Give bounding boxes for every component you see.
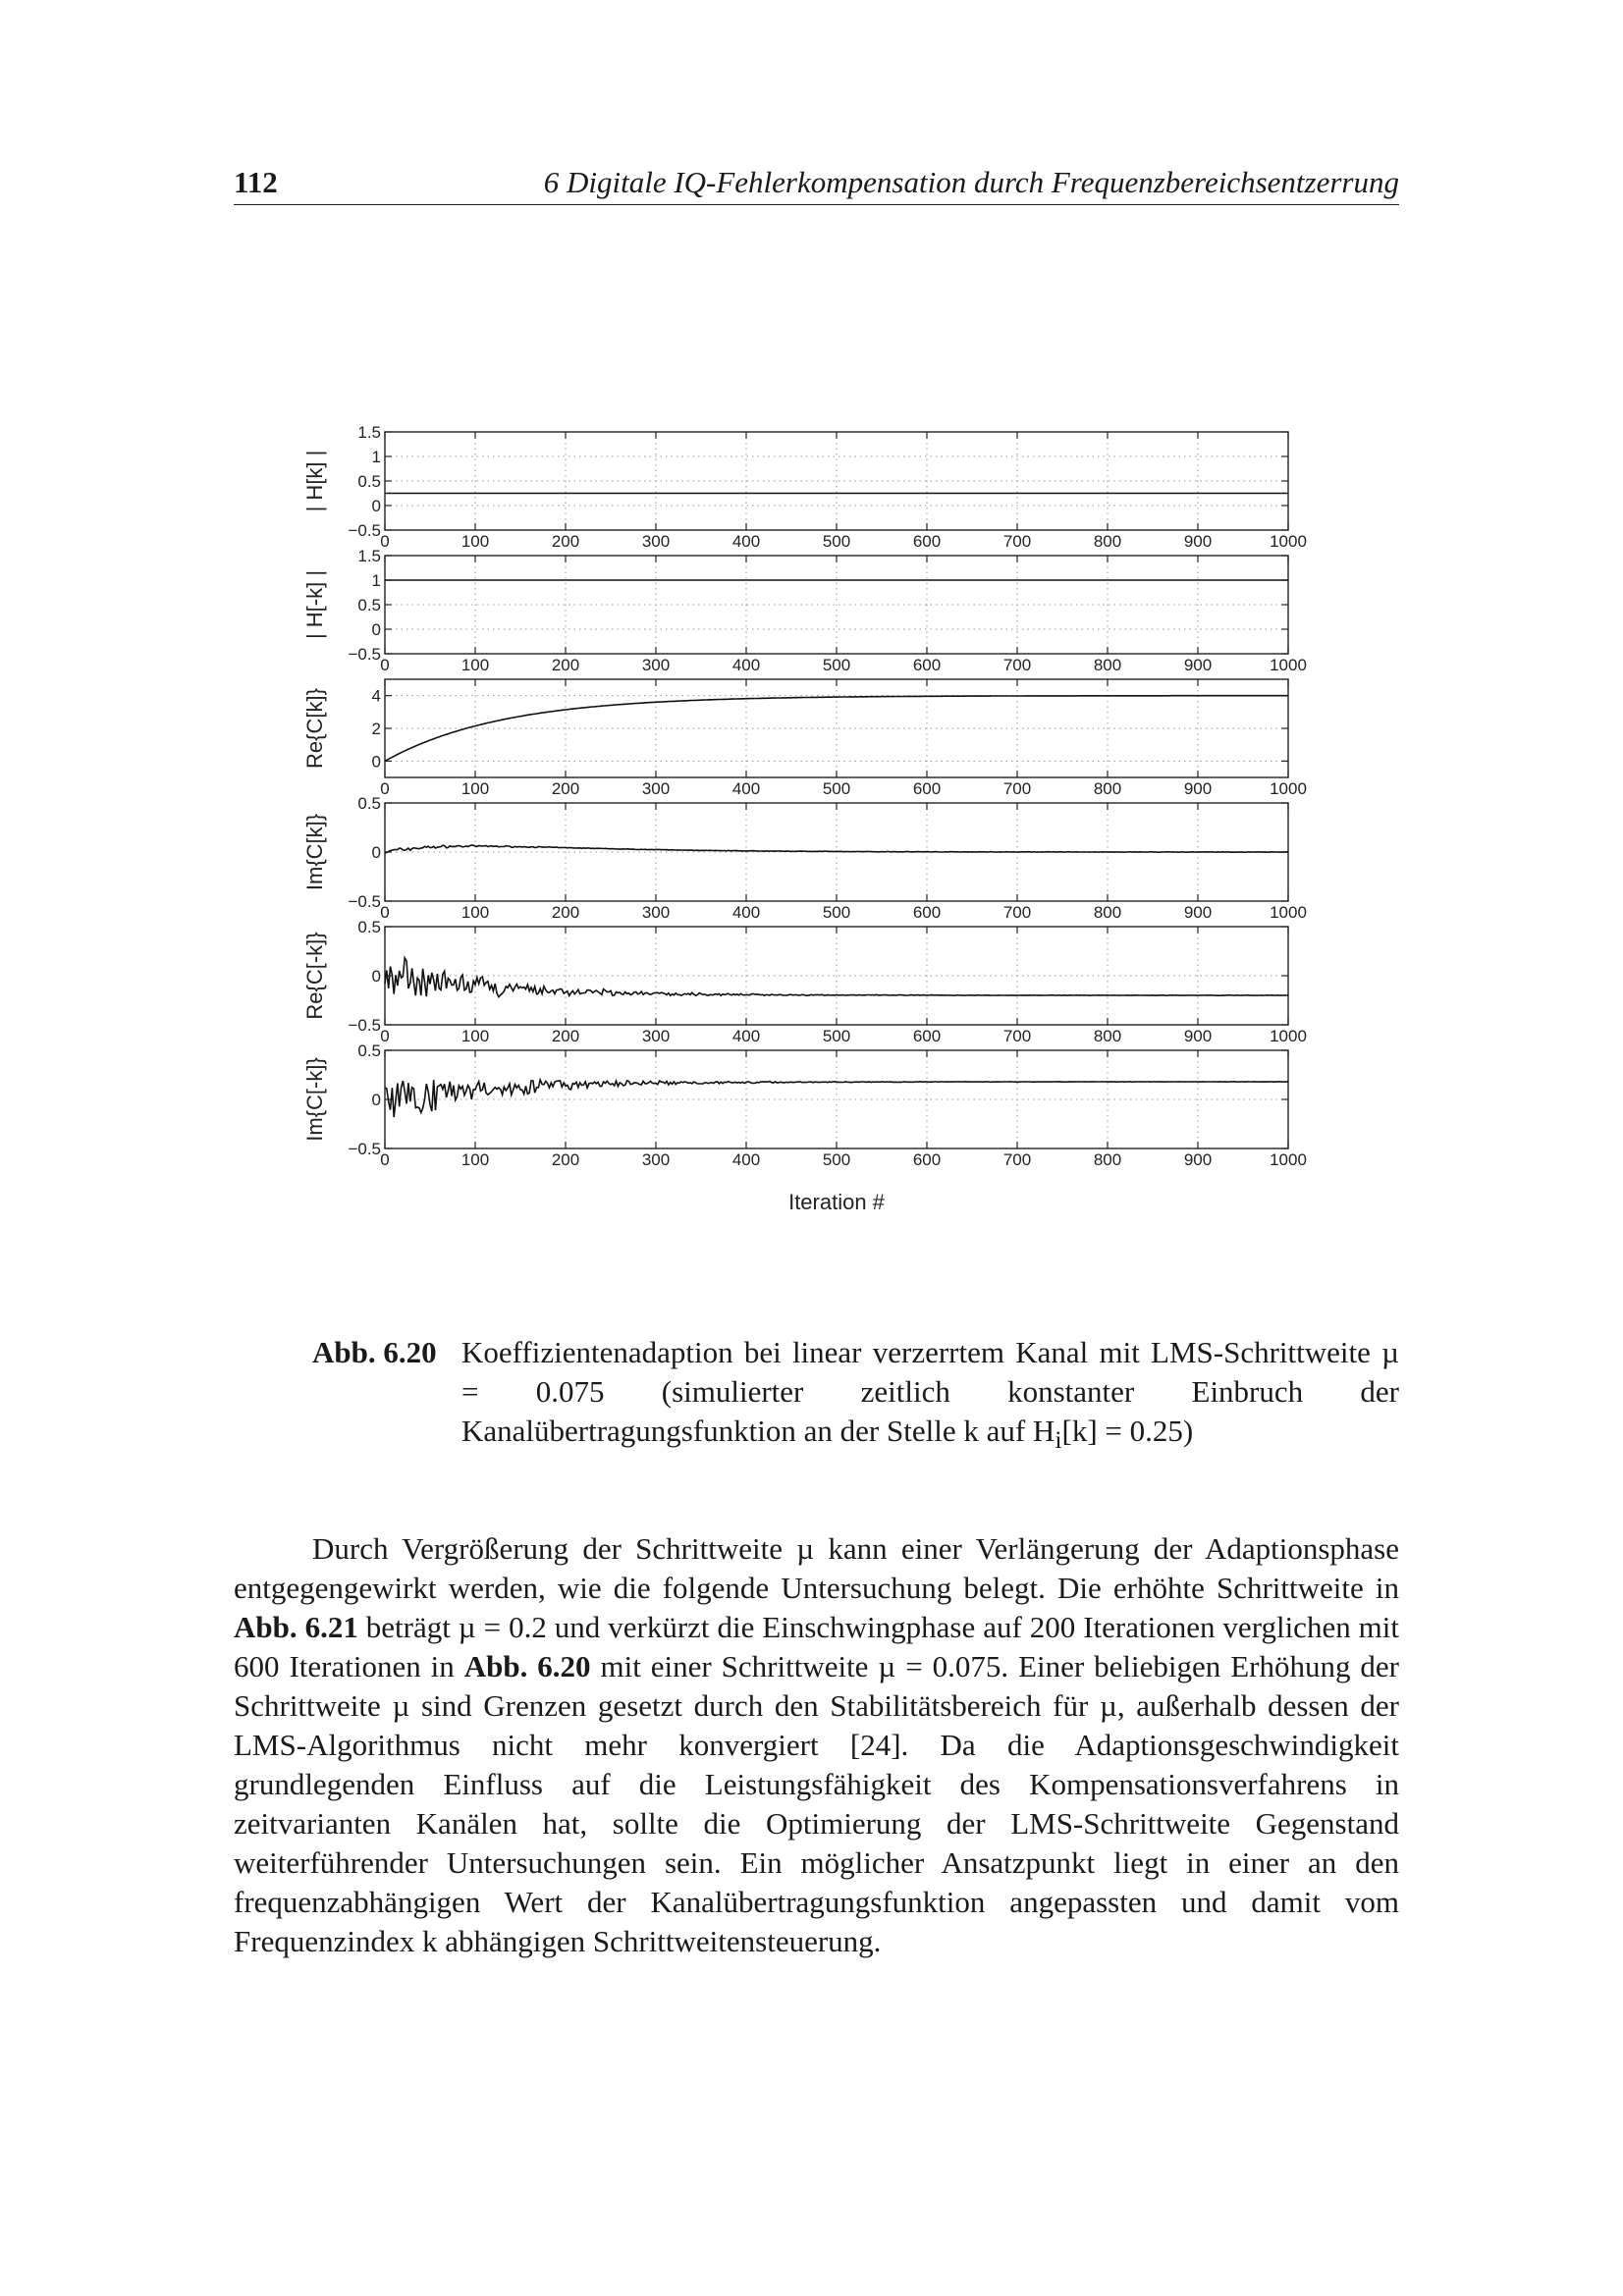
y-tick-label: 0.5 xyxy=(357,472,381,491)
x-tick-label: 0 xyxy=(380,1150,390,1169)
x-tick-label: 900 xyxy=(1183,779,1213,798)
x-tick-label: 400 xyxy=(731,1027,761,1045)
x-tick-label: 1000 xyxy=(1270,1027,1307,1045)
y-tick-label: 0 xyxy=(371,497,381,515)
x-tick-label: 0 xyxy=(380,532,390,551)
y-tick-label: −0.5 xyxy=(348,1140,381,1158)
x-tick-label: 1000 xyxy=(1270,779,1307,798)
x-tick-label: 400 xyxy=(731,532,761,551)
page-number: 112 xyxy=(234,165,278,199)
y-tick-label: 0 xyxy=(371,1091,381,1109)
x-tick-label: 1000 xyxy=(1270,903,1307,922)
y-tick-label: 1.5 xyxy=(357,423,381,442)
x-tick-label: 200 xyxy=(551,532,580,551)
figure-reference: Abb. 6.20 xyxy=(463,1649,591,1683)
x-tick-label: 0 xyxy=(380,779,390,798)
figure-reference: Abb. 6.21 xyxy=(234,1610,358,1644)
x-tick-label: 400 xyxy=(731,656,761,674)
x-tick-label: 400 xyxy=(731,903,761,922)
y-tick-label: −0.5 xyxy=(348,892,381,911)
series-line xyxy=(385,958,1288,997)
body-paragraph: Durch Vergrößerung der Schrittweite µ kann einer Verlängerung der Adaptionsphase entgegengewirkt werden, wie die folgende Untersuchung belegt. Die erhöhte Schrittweite in Abb. 6.21 beträgt µ = 0.2 und verkürzt die Einschwingphase auf 200 Iterationen verglichen mit 600 Iterationen in Abb. 6.20 mit einer Schrittweite µ = 0.075. Einer beliebigen Erhöhung der Schrittweite µ sind Grenzen gesetzt durch den Stabilitätsbereich für µ, außerhalb dessen der LMS-Algorithmus nicht mehr konvergiert [24]. Da die Adaptionsgeschwindigkeit grundlegenden Einfluss auf die Leistungsfähigkeit des Kompensationsverfahrens in zeitvarianten Kanälen hat, sollte die Optimierung der LMS-Schrittweite Gegenstand weiterführender Untersuchungen sein. Ein möglicher Ansatzpunkt liegt in einer an den frequenzabhängigen Wert der Kanalübertragungsfunktion angepassten und damit vom Frequenzindex k abhängigen Schrittweitensteuerung. xyxy=(234,1531,1399,1958)
x-tick-label: 600 xyxy=(912,656,942,674)
page-header xyxy=(234,159,1399,205)
y-axis-label: Im{C[k]} xyxy=(302,813,327,891)
x-tick-label: 900 xyxy=(1183,903,1213,922)
x-tick-label: 200 xyxy=(551,1027,580,1045)
x-tick-label: 600 xyxy=(912,1027,942,1045)
x-tick-label: 300 xyxy=(641,532,671,551)
y-tick-label: −0.5 xyxy=(348,645,381,664)
x-tick-label: 900 xyxy=(1183,1150,1213,1169)
x-tick-label: 100 xyxy=(460,532,490,551)
x-tick-label: 900 xyxy=(1183,656,1213,674)
x-tick-label: 900 xyxy=(1183,532,1213,551)
x-tick-label: 700 xyxy=(1002,656,1032,674)
x-tick-label: 200 xyxy=(551,656,580,674)
y-tick-label: 0.5 xyxy=(357,918,381,936)
x-tick-label: 700 xyxy=(1002,532,1032,551)
x-tick-label: 100 xyxy=(460,779,490,798)
x-tick-label: 1000 xyxy=(1270,532,1307,551)
x-tick-label: 800 xyxy=(1093,1027,1122,1045)
x-tick-label: 500 xyxy=(822,1027,851,1045)
x-tick-label: 800 xyxy=(1093,903,1122,922)
x-tick-label: 400 xyxy=(731,779,761,798)
x-tick-label: 600 xyxy=(912,532,942,551)
x-tick-label: 100 xyxy=(460,656,490,674)
x-tick-label: 200 xyxy=(551,1150,580,1169)
y-tick-label: 1.5 xyxy=(357,547,381,565)
y-axis-label: Re{C[k]} xyxy=(302,688,327,769)
x-tick-label: 200 xyxy=(551,779,580,798)
series-line xyxy=(385,1080,1288,1117)
x-tick-label: 0 xyxy=(380,656,390,674)
y-tick-label: 0.5 xyxy=(357,596,381,614)
x-tick-label: 500 xyxy=(822,532,851,551)
x-tick-label: 900 xyxy=(1183,1027,1213,1045)
y-axis-label: | H[-k] | xyxy=(302,569,327,640)
x-tick-label: 400 xyxy=(731,1150,761,1169)
x-tick-label: 300 xyxy=(641,1027,671,1045)
x-tick-label: 800 xyxy=(1093,656,1122,674)
y-tick-label: 0.5 xyxy=(357,1041,381,1060)
x-tick-label: 500 xyxy=(822,1150,851,1169)
x-tick-label: 600 xyxy=(912,1150,942,1169)
x-tick-label: 600 xyxy=(912,779,942,798)
x-tick-label: 500 xyxy=(822,779,851,798)
y-tick-label: 0.5 xyxy=(357,794,381,813)
x-tick-label: 500 xyxy=(822,656,851,674)
x-tick-label: 800 xyxy=(1093,532,1122,551)
caption-text: Koeffizientenadaption bei linear verzerrtem Kanal mit LMS-Schrittweite µ = 0.075 (simulierter zeitlich konstanter Einbruch der Kanalübertragungsfunktion an der Stelle k auf $H_i[k] = 0.25$) xyxy=(461,1335,1399,1455)
x-tick-label: 1000 xyxy=(1270,656,1307,674)
y-axis-label: Im{C[-k]} xyxy=(302,1057,327,1142)
y-tick-label: 4 xyxy=(371,686,381,706)
figure-coefficient-adaptation xyxy=(295,412,1335,1227)
x-tick-label: 700 xyxy=(1002,1150,1032,1169)
running-title: 6 Digitale IQ-Fehlerkompensation durch Frequenzbereichsentzerrung xyxy=(543,165,1399,199)
x-tick-label: 300 xyxy=(641,1150,671,1169)
x-tick-label: 1000 xyxy=(1270,1150,1307,1169)
x-tick-label: 100 xyxy=(460,1150,490,1169)
y-axis-label: Re{C[-k]} xyxy=(302,932,327,1020)
x-tick-label: 700 xyxy=(1002,779,1032,798)
x-tick-label: 300 xyxy=(641,903,671,922)
x-tick-label: 300 xyxy=(641,656,671,674)
y-tick-label: −0.5 xyxy=(348,1016,381,1035)
x-tick-label: 800 xyxy=(1093,779,1122,798)
y-tick-label: 1 xyxy=(371,448,381,466)
x-tick-label: 700 xyxy=(1002,1027,1032,1045)
caption-label: Abb. 6.20 xyxy=(312,1335,437,1369)
x-tick-label: 700 xyxy=(1002,903,1032,922)
x-tick-label: 100 xyxy=(460,903,490,922)
x-tick-label: 200 xyxy=(551,903,580,922)
x-tick-label: 0 xyxy=(380,1027,390,1045)
x-tick-label: 0 xyxy=(380,903,390,922)
y-tick-label: 2 xyxy=(371,720,381,738)
x-tick-label: 500 xyxy=(822,903,851,922)
y-tick-label: 0 xyxy=(371,843,381,862)
y-tick-label: 0 xyxy=(371,967,381,986)
y-tick-label: 1 xyxy=(371,571,381,590)
x-tick-label: 800 xyxy=(1093,1150,1122,1169)
x-axis-label: Iteration # xyxy=(788,1190,885,1214)
y-tick-label: 0 xyxy=(371,620,381,639)
y-tick-label: −0.5 xyxy=(348,521,381,540)
x-tick-label: 300 xyxy=(641,779,671,798)
x-tick-label: 100 xyxy=(460,1027,490,1045)
y-axis-label: | H[k] | xyxy=(302,450,327,512)
y-tick-label: 0 xyxy=(371,752,381,772)
x-tick-label: 600 xyxy=(912,903,942,922)
